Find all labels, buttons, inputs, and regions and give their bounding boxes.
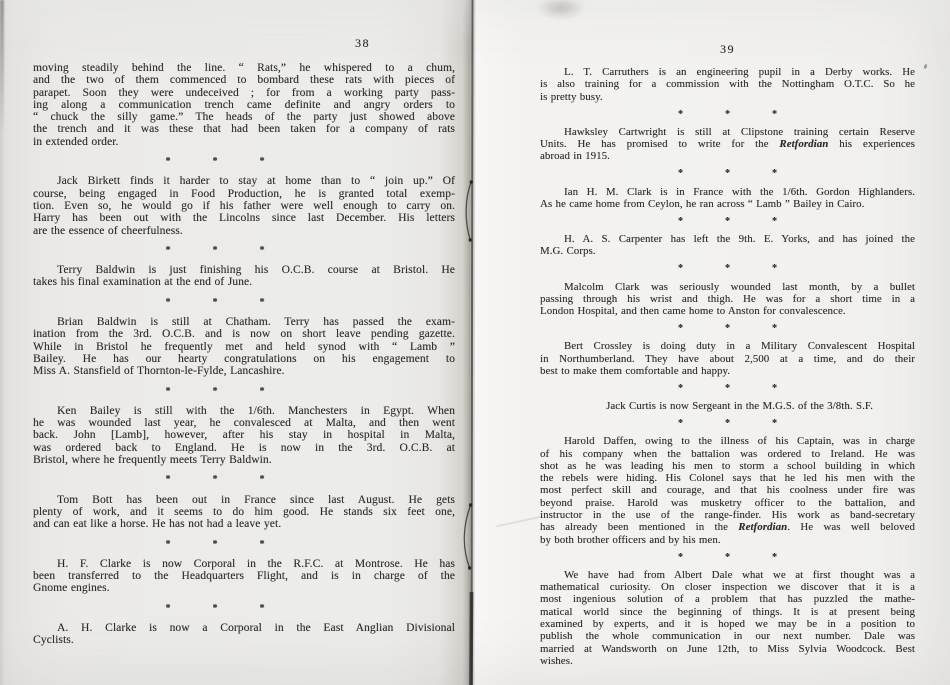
- asterisk: *: [259, 244, 265, 256]
- asterisk: *: [259, 156, 265, 168]
- text-line: takes his final examination at the end of June.: [33, 276, 253, 289]
- text-line: We have had from Albert Dale what we at first thought was a: [564, 568, 915, 581]
- text-line: Malcolm Clark was seriously wounded last month, by a bullet: [564, 280, 915, 293]
- asterisk: *: [165, 538, 171, 550]
- asterisk: *: [165, 602, 171, 614]
- text-run: . He was well beloved: [787, 521, 915, 534]
- asterisk: *: [212, 602, 218, 614]
- asterisk: *: [772, 551, 777, 563]
- asterisk: *: [725, 551, 730, 563]
- page-number-right: 39: [720, 42, 735, 56]
- asterisk: *: [772, 383, 777, 394]
- text-line: he was wounded last year, he convalesced at Malta, and then went: [33, 417, 455, 430]
- text-line: course, being engaged in Food Production, he is granted total exemp-: [33, 187, 455, 200]
- asterisk: *: [725, 418, 730, 430]
- text-line: ing along a communication trench came definite and angry orders to: [33, 98, 455, 111]
- asterisk: *: [725, 168, 730, 180]
- text-line: Harry has been out with the Lincolns since last December. His letters: [33, 212, 455, 225]
- asterisk: *: [725, 323, 730, 335]
- asterisk: *: [678, 323, 683, 335]
- asterisk: *: [212, 385, 218, 397]
- asterisk: *: [212, 296, 218, 308]
- text-line: in Northumberland. They have about 2,500 at a time, and do their: [540, 352, 915, 365]
- asterisk: *: [165, 385, 171, 397]
- asterisk: *: [259, 296, 265, 308]
- text-line: back. John [Lamb], however, after his stay in hospital in Malta,: [33, 429, 455, 442]
- text-line: plenty of work, and it seems to do him good. He stands six feet one,: [33, 505, 455, 518]
- text-line: married at Wandsworth on June 12th, to Miss Sylvia Woodcock. Best: [540, 642, 915, 655]
- text-line: is also training for a commission with the Nottingham O.T.C. So he: [540, 78, 915, 91]
- text-line: Ken Bailey is still with the 1/6th. Manchesters in Egypt. When: [57, 404, 455, 417]
- text-line: and can eat like a horse. He has not had a leave yet.: [33, 518, 282, 531]
- text-run: Units. He has promised to write for the: [540, 138, 780, 151]
- asterisk: *: [725, 383, 730, 394]
- asterisk: *: [772, 168, 777, 180]
- asterisk: *: [678, 418, 683, 430]
- asterisk: *: [772, 323, 777, 335]
- text-line: A. H. Clarke is now a Corporal in the East Anglian Divisional: [57, 621, 455, 634]
- text-line: Ian H. M. Clark is in France with the 1/6th. Gordon Highlanders.: [564, 185, 915, 198]
- asterisk: *: [678, 383, 683, 394]
- text-line: is pretty busy.: [540, 90, 603, 103]
- text-line: mathematical curiosity. On closer inspection we discover that it is a: [540, 581, 915, 594]
- text-line: abroad in 1915.: [540, 150, 610, 163]
- asterisk: *: [725, 215, 730, 227]
- asterisk: *: [259, 474, 265, 486]
- asterisk: *: [165, 474, 171, 486]
- text-line: While in Bristol he frequently met and held synod with “ Lamb ”: [33, 340, 455, 353]
- asterisk: *: [678, 215, 683, 227]
- asterisk: *: [165, 296, 171, 308]
- italic-run: Retfordian: [738, 521, 788, 534]
- text-line: Gnome engines.: [33, 582, 110, 595]
- text-line: publish the whole communication in our next number. Dale was: [540, 630, 915, 643]
- text-line: been transferred to the Headquarters Flight, and is in charge of the: [33, 570, 455, 583]
- text-line: of his company when the battalion was ordered to Ireland. He was: [540, 447, 915, 460]
- text-line: Cyclists.: [33, 634, 74, 647]
- text-line: “ chuck the silly game.” The heads of the party just showed above: [33, 111, 455, 124]
- text-line: Harold Daffen, owing to the illness of his Captain, was in charge: [564, 435, 915, 448]
- text-line: matical world since the beginning of things. It is at present being: [540, 605, 915, 618]
- text-run: has already been mentioned in the: [540, 521, 739, 534]
- text-line: L. T. Carruthers is an engineering pupil in a Derby works. He: [564, 66, 915, 78]
- text-line: instructor in the use of the range-finder. His work as band-secretary: [540, 509, 915, 522]
- asterisk: *: [772, 215, 777, 227]
- text-line: shot as he was leading his men to storm a school building in which: [540, 459, 915, 472]
- text-line: Brian Baldwin is still at Chatham. Terry has passed the exam-: [57, 316, 455, 329]
- text-line: and the two of them commenced to bombard these rats with pieces of: [33, 74, 455, 87]
- text-line: passing through his wrist and thigh. He was for a short time in a: [540, 292, 915, 305]
- asterisk: *: [772, 263, 777, 275]
- text-line: wishes.: [540, 654, 573, 667]
- text-line: most perfect skill and courage, and that his coolness under fire was: [540, 484, 915, 497]
- asterisk: *: [772, 108, 777, 120]
- text-line: by both brother officers and by his men.: [540, 533, 721, 546]
- asterisk: *: [212, 474, 218, 486]
- asterisk: *: [165, 156, 171, 168]
- asterisk: *: [678, 551, 683, 563]
- asterisk: *: [725, 108, 730, 120]
- text-line: beyond praise. Harold was musketry officer to the battalion, and: [540, 496, 915, 509]
- asterisk: *: [165, 244, 171, 256]
- text-line: was ordered back to England. He is now in the 3rd. O.C.B. at: [33, 441, 455, 454]
- text-line: in extended order.: [33, 135, 119, 148]
- text-line: Bert Crossley is doing duty in a Military Convalescent Hospital: [564, 340, 915, 353]
- text-line: best to make them comfortable and happy.: [540, 364, 731, 377]
- text-line: Jack Curtis is now Sergeant in the M.G.S. of the 3/8th. S.F.: [606, 400, 873, 413]
- text-line: examined by experts, and it is hoped we may be in a position to: [540, 618, 915, 631]
- asterisk: *: [259, 385, 265, 397]
- text-line: Jack Birkett finds it harder to stay at home than to “ join up.” Of: [57, 175, 455, 188]
- text-run: his experiences: [828, 138, 915, 151]
- text-line: the rebels were hiding. His Colonel says that he led his men with the: [540, 472, 915, 485]
- italic-run: Retfordian: [779, 138, 829, 151]
- asterisk: *: [678, 168, 683, 180]
- text-line: tion. Even so, he would go if his father were well enough to carry on.: [33, 199, 455, 212]
- text-line: M.G. Corps.: [540, 245, 596, 258]
- asterisk: *: [725, 263, 730, 275]
- text-line: H. F. Clarke is now Corporal in the R.F.C. at Montrose. He has: [57, 557, 455, 570]
- text-line: the trench and it was these that had been taken for a company of rats: [33, 123, 455, 136]
- asterisk: *: [212, 156, 218, 168]
- asterisk: *: [678, 263, 683, 275]
- asterisk: *: [259, 602, 265, 614]
- text-line: most ingenious solution of a problem that has puzzled the mathe-: [540, 593, 915, 606]
- text-line: Miss A. Stansfield of Thornton-le-Fylde, Lancashire.: [33, 365, 285, 378]
- asterisk: *: [212, 244, 218, 256]
- text-line: are the essence of cheerfulness.: [33, 224, 183, 237]
- text-line: Hawksley Cartwright is still at Clipstone training certain Reserve: [564, 125, 915, 138]
- asterisk: *: [212, 538, 218, 550]
- text-line: Terry Baldwin is just finishing his O.C.B. course at Bristol. He: [57, 264, 455, 277]
- text-line: ination from the 3rd. O.C.B. and is now on short leave pending gazette.: [33, 328, 455, 341]
- asterisk: *: [678, 108, 683, 120]
- text-line: Bailey. He has our hearty congratulations on his engagement to: [33, 352, 455, 365]
- text-line: Bristol, where he frequently meets Terry Baldwin.: [33, 454, 272, 467]
- text-line: As he came home from Ceylon, he ran across “ Lamb ” Bailey in Cairo.: [540, 197, 865, 210]
- text-line: H. A. S. Carpenter has left the 9th. E. Yorks, and has joined the: [564, 233, 915, 246]
- text-line: Tom Bott has been out in France since last August. He gets: [57, 493, 455, 506]
- asterisk: *: [259, 538, 265, 550]
- text-line: London Hospital, and then came home to Anston for convalescence.: [540, 305, 846, 318]
- asterisk: *: [772, 418, 777, 430]
- text-line: moving steadily behind the line. “ Rats,” he whispered to a chum,: [33, 62, 455, 74]
- text-line: parapet. Soon they were undeceived ; for from a working party pass-: [33, 86, 455, 99]
- page-number-left: 38: [355, 36, 370, 50]
